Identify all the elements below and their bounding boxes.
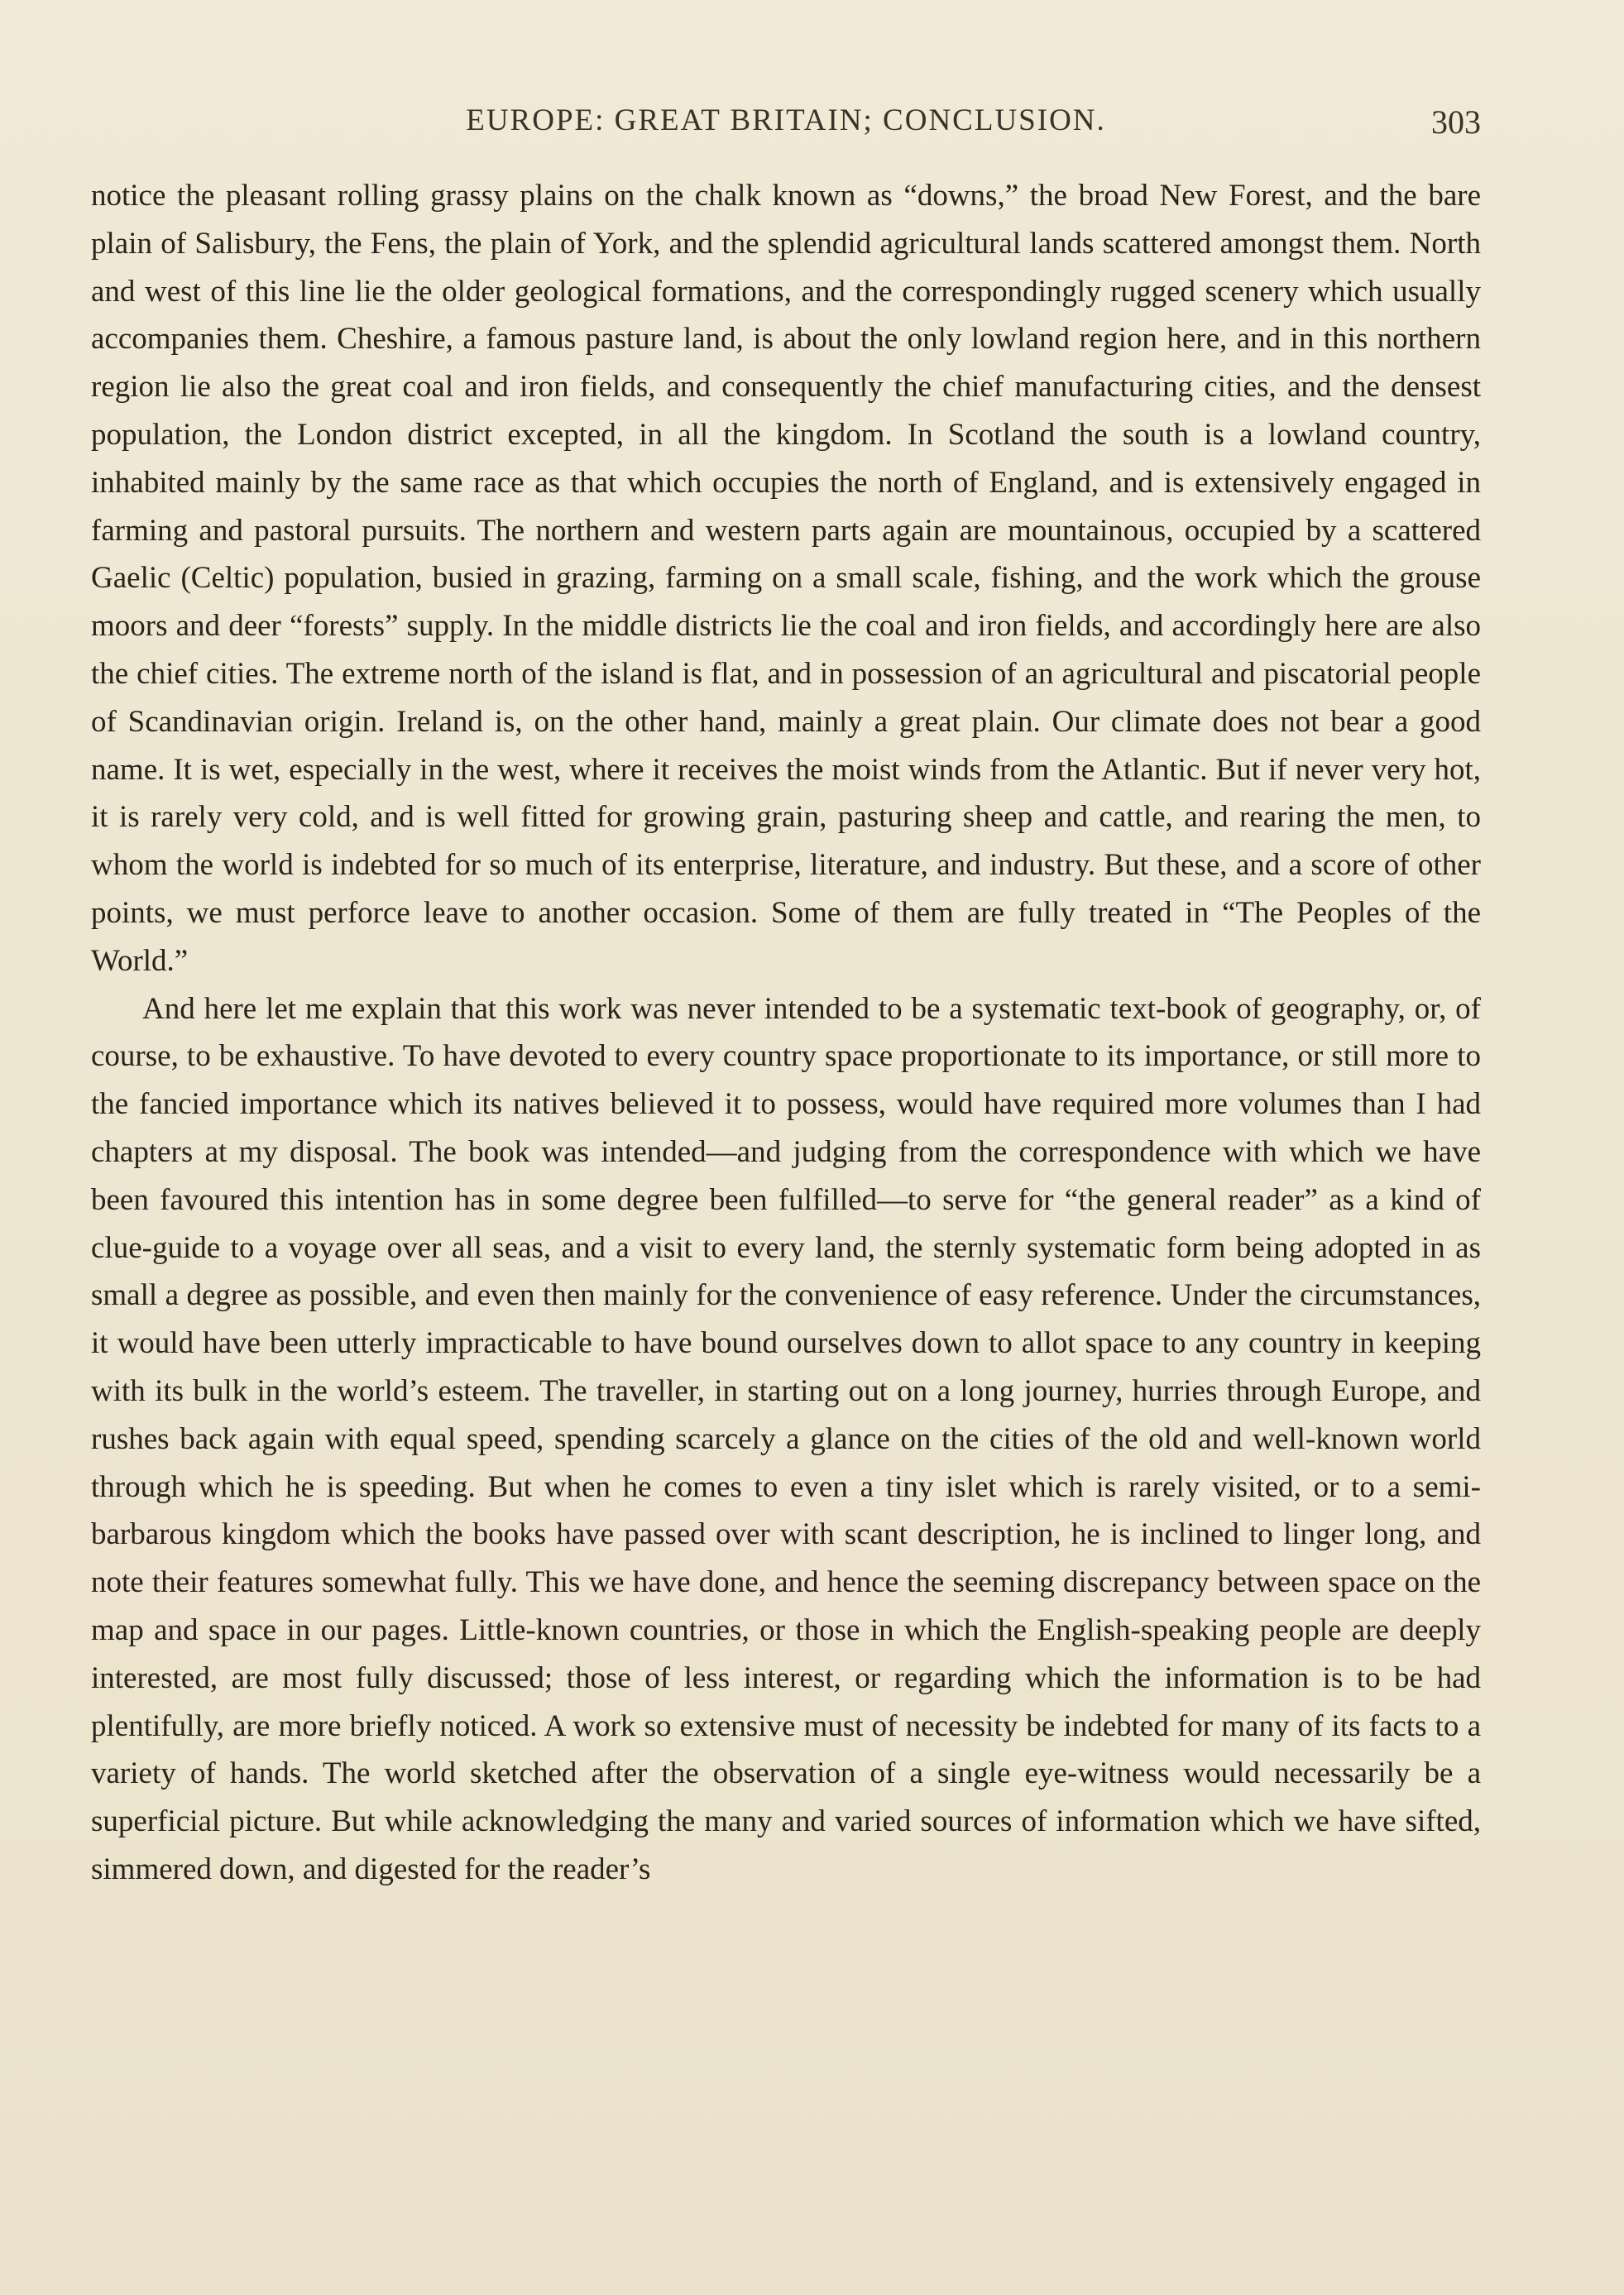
paragraph-continued: notice the pleasant rolling grassy plains on the chalk known as “downs,” the broad New Forest, and the bare plain of Salisbury, the Fens, the plain of York, and the splendid agricultural lands scattered amongst them. North and west of this line lie the older geological formations, and the correspondingly rugged scenery which usually accompanies them. Cheshire, a famous pasture land, is about the only lowland region here, and in this northern region lie also the great coal and iron fields, and consequently the chief manufacturing cities, and the densest population, the London district excepted, in all the kingdom. In Scotland the south is a lowland country, inhabited mainly by the same race as that which occupies the north of England, and is extensively engaged in farming and pastoral pursuits. The northern and western parts again are mountainous, occupied by a scattered Gaelic (Celtic) population, busied in grazing, farming on a small scale, fishing, and the work which the grouse moors and deer “forests” supply. In the middle districts lie the coal and iron fields, and accordingly here are also the chief cities. The extreme north of the island is flat, and in possession of an agricultural and piscatorial people of Scandinavian origin. Ireland is, on the other hand, mainly a great plain. Our climate does not bear a good name. It is wet, especially in the west, where it receives the moist winds from the Atlantic. But if never very hot, it is rarely very cold, and is well fitted for growing grain, pasturing sheep and cattle, and rearing the men, to whom the world is indebted for so much of its enterprise, literature, and industry. But these, and a score of other points, we must perforce leave to another occasion. Some of them are fully treated in “The Peoples of the World.” — [91, 179, 1481, 978]
running-head-title: EUROPE: GREAT BRITAIN; CONCLUSION. — [466, 103, 1106, 137]
page-number: 303 — [1431, 103, 1481, 141]
paragraph-explanation: And here let me explain that this work was never intended to be a systematic text-book of geography, or, of course, to be exhaustive. To have devoted to every country space proportionate to its importance, or still more to the fancied importance which its natives believed it to possess, would have required more volumes than I had chapters at my disposal. The book was intended—and judging from the correspondence with which we have been favoured this intention has in some degree been fulfilled—to serve for “the general reader” as a kind of clue-guide to a voyage over all seas, and a visit to every land, the sternly systematic form being adopted in as small a degree as possible, and even then mainly for the convenience of easy reference. Under the circumstances, it would have been utterly impracticable to have bound ourselves down to allot space to any country in keeping with its bulk in the world’s esteem. The traveller, in starting out on a long journey, hurries through Europe, and rushes back again with equal speed, spending scarcely a glance on the cities of the old and well-known world through which he is speeding. But when he comes to even a tiny islet which is rarely visited, or to a semi-barbarous kingdom which the books have passed over with scant description, he is inclined to linger long, and note their features somewhat fully. This we have done, and hence the seeming discrepancy between space on the map and space in our pages. Little-known countries, or those in which the English-speaking people are deeply interested, are most fully discussed; those of less interest, or regarding which the information is to be had plentifully, are more briefly noticed. A work so extensive must of necessity be indebted for many of its facts to a variety of hands. The world sketched after the observation of a single eye-witness would necessarily be a superficial picture. But while acknowledging the many and varied sources of information which we have sifted, simmered down, and digested for the reader’s — [91, 991, 1481, 1886]
body-text — [91, 172, 1481, 1894]
running-head — [91, 103, 1481, 152]
